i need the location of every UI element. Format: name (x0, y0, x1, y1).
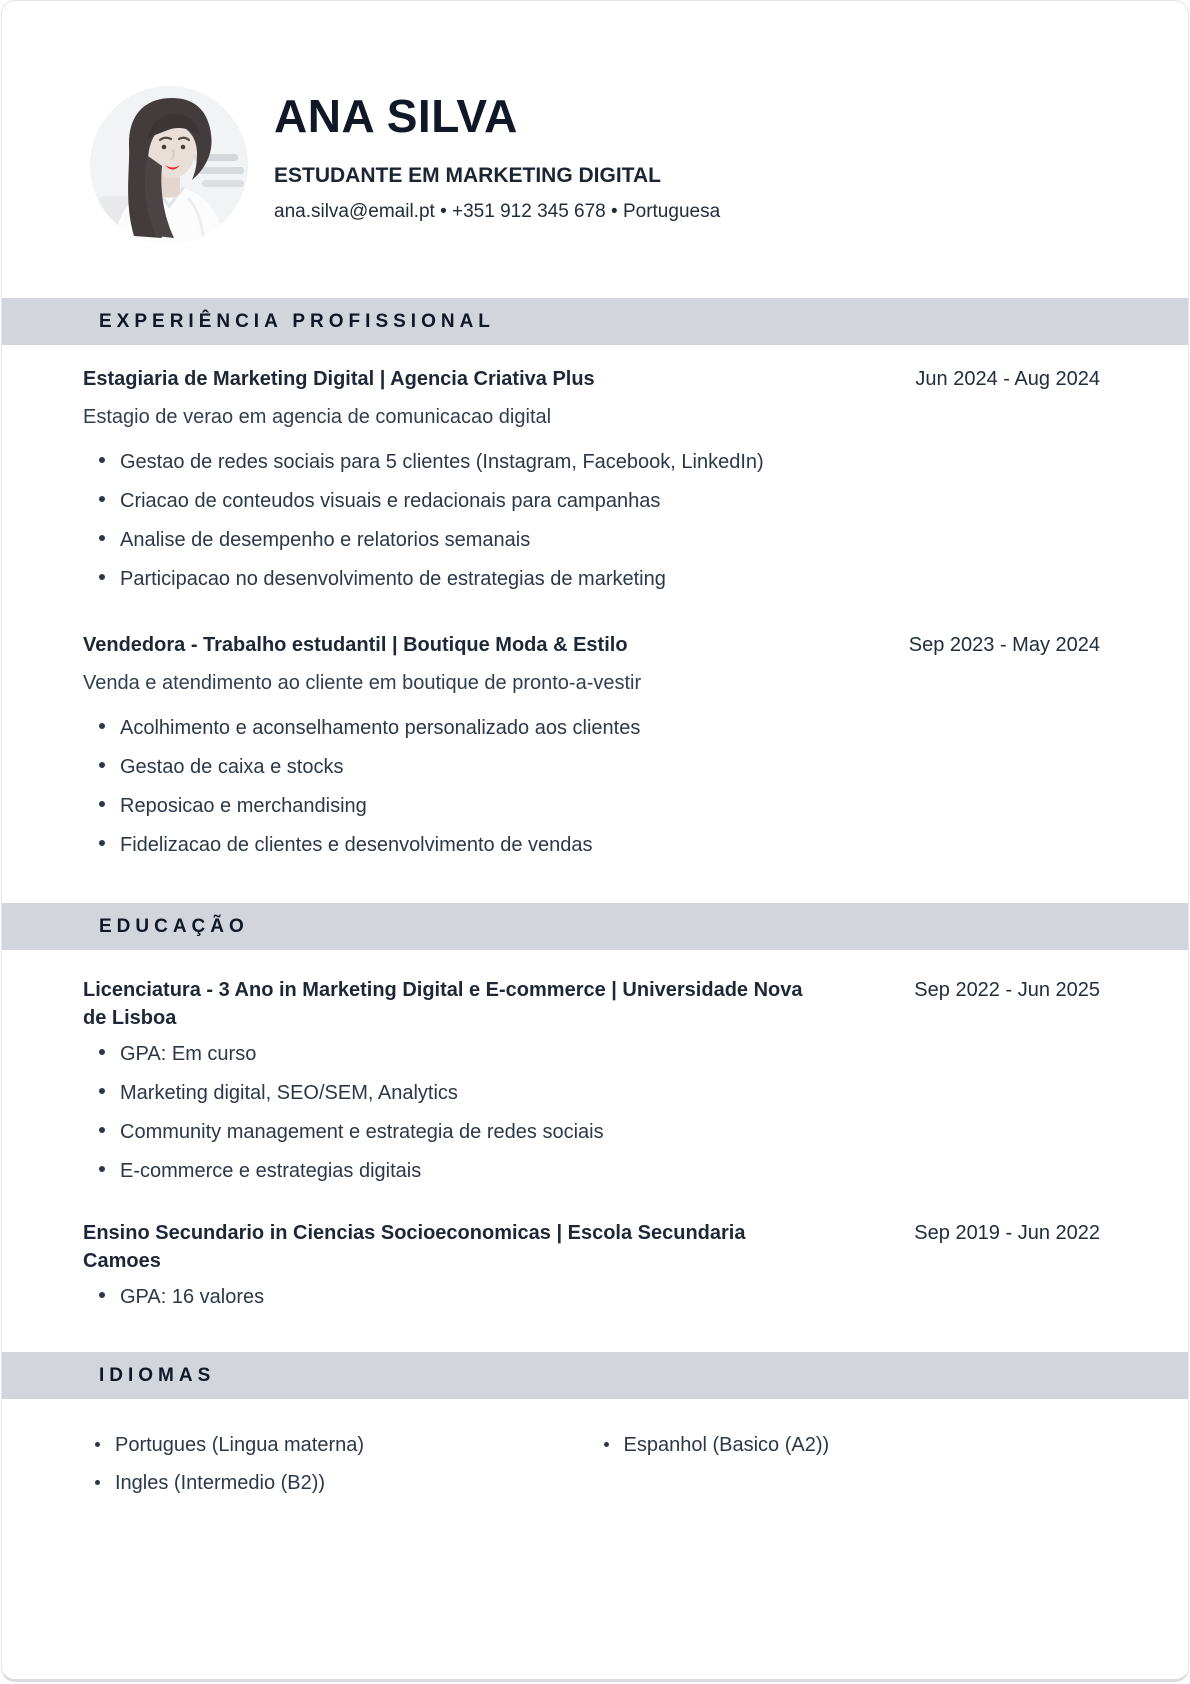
degree-bullet-list (83, 1035, 1100, 1191)
bullet-item: Reposicao e merchandising (83, 787, 1100, 826)
bullet-item: Gestao de caixa e stocks (83, 748, 1100, 787)
bullet-item: Analise de desempenho e relatorios semanais (83, 521, 1100, 560)
section-header-education (2, 903, 1188, 950)
bullet-item: Gestao de redes sociais para 5 clientes (Instagram, Facebook, LinkedIn) (83, 443, 1100, 482)
degree-title: Ensino Secundario in Ciencias Socioeconomicas | Escola Secundaria Camoes (83, 1222, 746, 1272)
language-item: Ingles (Intermedio (B2)) (83, 1464, 592, 1502)
degree-title: Licenciatura - 3 Ano in Marketing Digital e E-commerce | Universidade Nova de Lisboa (83, 979, 803, 1029)
bullet-item: Participacao no desenvolvimento de estrategias de marketing (83, 560, 1100, 599)
experience-entry (83, 599, 1100, 865)
education-entry (83, 950, 1100, 1191)
contact-line: ana.silva@email.pt • +351 912 345 678 • Portuguesa (274, 201, 721, 222)
section-label: IDIOMAS (99, 1364, 216, 1386)
avatar (90, 86, 248, 244)
page-title: ANA SILVA (274, 90, 518, 142)
job-title: Estagiaria de Marketing Digital | Agencia Criativa Plus (83, 368, 595, 390)
degree-dates: Sep 2019 - Jun 2022 (914, 1222, 1100, 1244)
entry-head (83, 631, 1100, 659)
bullet-item: GPA: 16 valores (83, 1278, 1100, 1317)
languages-section (2, 1399, 1188, 1502)
education-section (2, 950, 1188, 1317)
job-bullet-list (83, 443, 1100, 599)
language-item: Portugues (Lingua materna) (83, 1426, 592, 1464)
job-summary: Venda e atendimento ao cliente em boutique de pronto-a-vestir (83, 672, 642, 694)
job-summary: Estagio de verao em agencia de comunicacao digital (83, 406, 552, 428)
job-dates: Jun 2024 - Aug 2024 (915, 368, 1100, 390)
bullet-item: Criacao de conteudos visuais e redacionais para campanhas (83, 482, 1100, 521)
degree-bullet-list (83, 1278, 1100, 1317)
language-list (83, 1426, 1100, 1502)
avatar-photo-icon (90, 86, 248, 244)
section-label: EDUCAÇÃO (99, 915, 249, 937)
job-title: Vendedora - Trabalho estudantil | Boutique Moda & Estilo (83, 634, 628, 656)
job-bullet-list (83, 709, 1100, 865)
degree-dates: Sep 2022 - Jun 2025 (914, 979, 1100, 1001)
bullet-item: Fidelizacao de clientes e desenvolvimento de vendas (83, 826, 1100, 865)
bullet-item: Marketing digital, SEO/SEM, Analytics (83, 1074, 1100, 1113)
section-label: EXPERIÊNCIA PROFISSIONAL (99, 310, 495, 332)
section-header-languages (2, 1352, 1188, 1399)
bullet-item: GPA: Em curso (83, 1035, 1100, 1074)
resume-page (1, 0, 1189, 1682)
role-title: ESTUDANTE EM MARKETING DIGITAL (274, 164, 661, 187)
identity-block (274, 86, 720, 223)
entry-head (83, 976, 1100, 1032)
experience-entry (83, 345, 1100, 599)
resume-header (2, 1, 1188, 298)
language-item: Espanhol (Basico (A2)) (592, 1426, 1101, 1464)
bullet-item: Acolhimento e aconselhamento personalizado aos clientes (83, 709, 1100, 748)
entry-head (83, 1219, 1100, 1275)
section-header-experience (2, 298, 1188, 345)
entry-head (83, 365, 1100, 393)
education-entry (83, 1191, 1100, 1317)
experience-section (2, 345, 1188, 865)
bullet-item: E-commerce e estrategias digitais (83, 1152, 1100, 1191)
job-dates: Sep 2023 - May 2024 (908, 634, 1100, 656)
bullet-item: Community management e estrategia de redes sociais (83, 1113, 1100, 1152)
